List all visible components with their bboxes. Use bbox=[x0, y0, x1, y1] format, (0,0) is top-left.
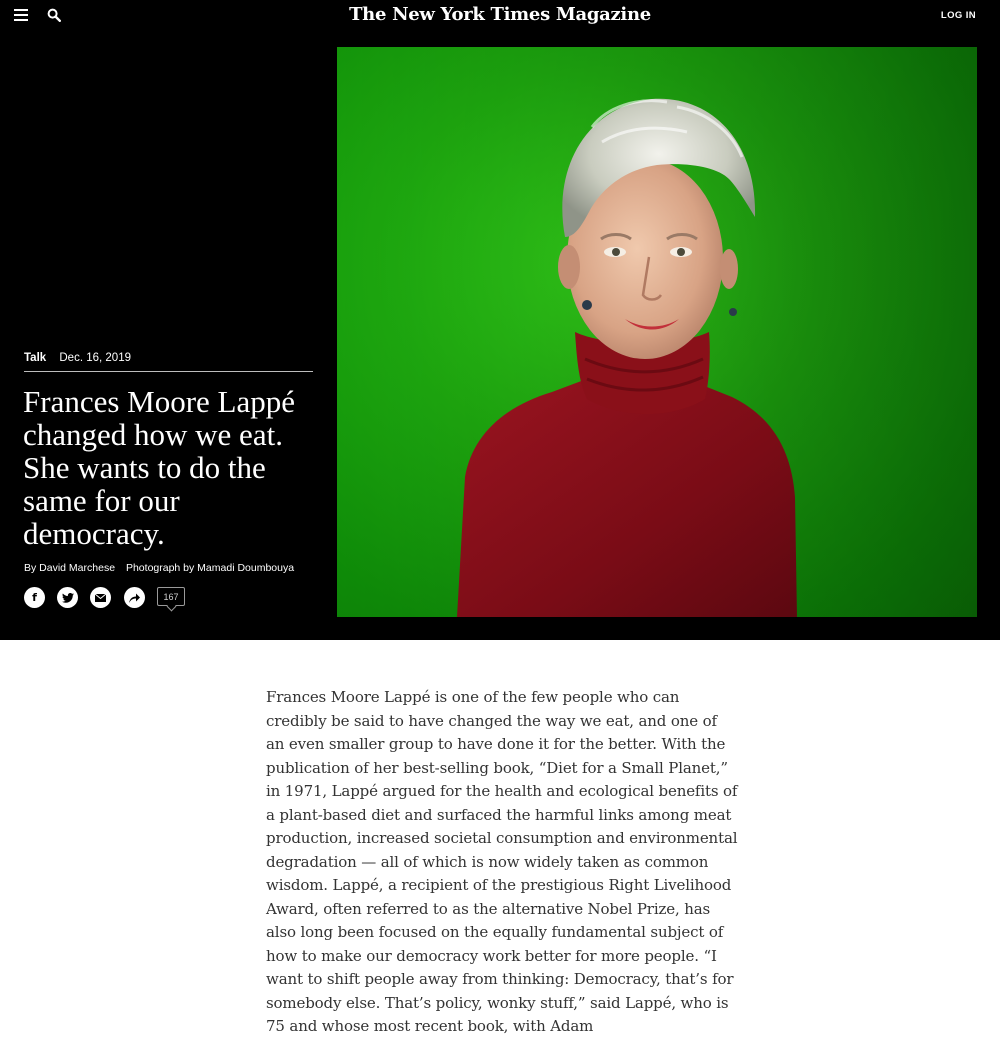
top-bar bbox=[0, 0, 1000, 32]
facebook-share-button[interactable] bbox=[24, 587, 45, 608]
article-body: Frances Moore Lappé is one of the few people who can credibly be said to have changed the way we eat, and one of an even smaller group to have done it for the better. With the publication of her best-selling book, “Diet for a Small Planet,” in 1971, Lappé argued for the health and ecological benefits of a plant-based diet and surfaced the harmful links among meat production, increased societal consumption and environmental degradation — all of which is now widely taken as common wisdom. Lappé, a recipient of the prestigious Right Livelihood Award, often referred to as the alternative Nobel Prize, has also long been focused on the equally fundamental subject of how to make our democracy work better for more people. “I want to shift people away from thinking: Democracy, that’s for somebody else. That’s policy, wonky stuff,” said Lappé, who is 75 and whose most recent book, with Adam bbox=[266, 688, 738, 1035]
twitter-icon bbox=[62, 593, 74, 603]
portrait-photo bbox=[337, 47, 977, 617]
publish-date: Dec. 16, 2019 bbox=[59, 352, 131, 364]
site-logo[interactable]: The New York Times Magazine bbox=[349, 4, 651, 25]
headline: Frances Moore Lappé changed how we eat. She wants to do the same for our democracy. bbox=[23, 384, 296, 551]
photo-credit: Photograph by Mamadi Doumbouya bbox=[125, 562, 295, 574]
share-arrow-icon bbox=[129, 593, 140, 603]
author-byline: By David Marchese bbox=[24, 562, 116, 574]
portrait-illustration bbox=[337, 47, 977, 617]
article-meta bbox=[24, 352, 313, 372]
facebook-icon: f bbox=[32, 591, 37, 604]
envelope-icon bbox=[95, 594, 106, 602]
twitter-share-button[interactable] bbox=[57, 587, 78, 608]
comments-button[interactable]: 167 bbox=[157, 587, 185, 606]
byline bbox=[24, 562, 294, 574]
login-button[interactable]: LOG IN bbox=[940, 10, 976, 21]
more-share-button[interactable] bbox=[124, 587, 145, 608]
email-share-button[interactable] bbox=[90, 587, 111, 608]
section-kicker[interactable]: Talk bbox=[24, 352, 47, 364]
